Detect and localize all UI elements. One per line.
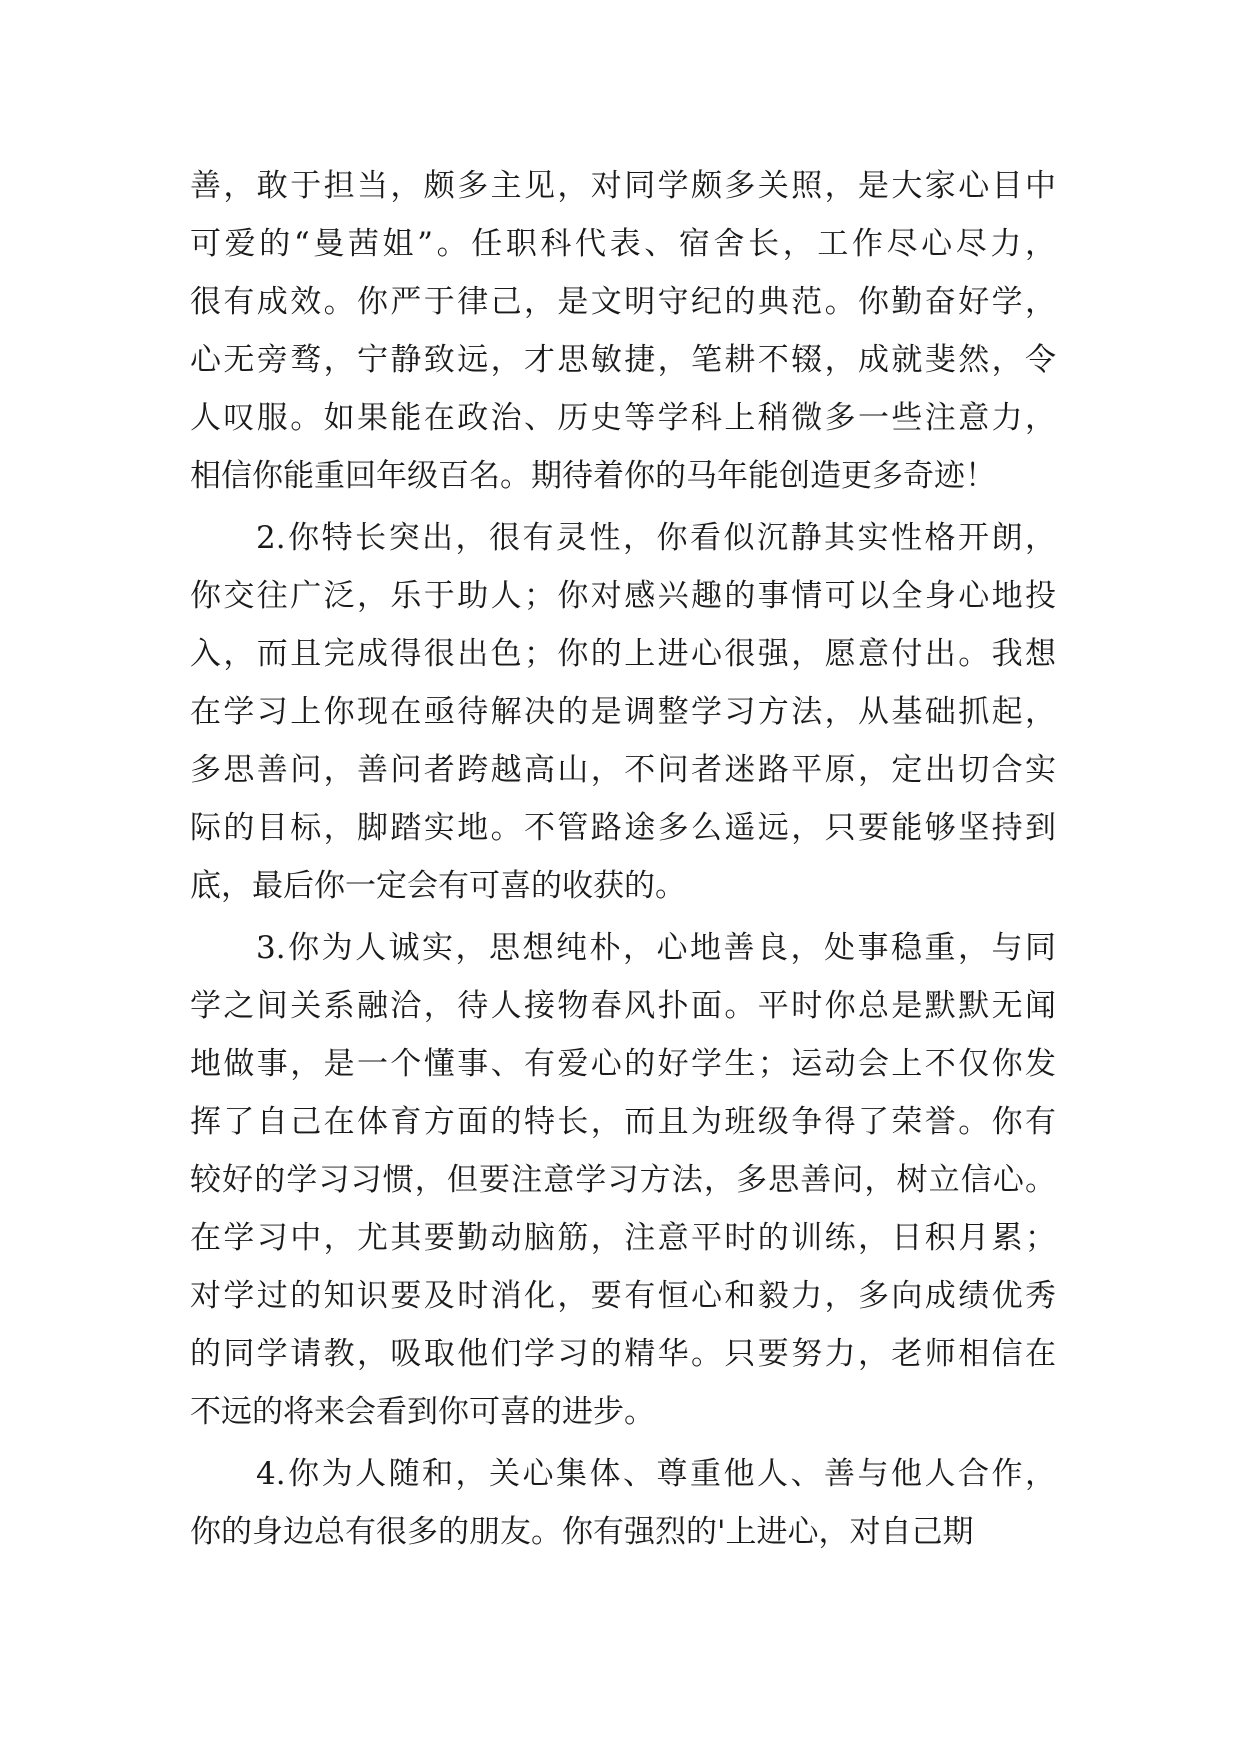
text-line: 的同学请教，吸取他们学习的精华。只要努力，老师相信在	[190, 1336, 1056, 1372]
paragraph-4-first-line: 4.你为人随和，关心集体、尊重他人、善与他人合作，	[256, 1456, 1056, 1492]
text-line: 人叹服。如果能在政治、历史等学科上稍微多一些注意力，	[190, 400, 1056, 436]
text-line: 不远的将来会看到你可喜的进步。	[190, 1394, 655, 1430]
text-line: 较好的学习习惯，但要注意学习方法，多思善问，树立信心。	[190, 1162, 1056, 1198]
text-line: 你交往广泛，乐于助人；你对感兴趣的事情可以全身心地投	[190, 578, 1056, 614]
text-line: 善，敢于担当，颇多主见，对同学颇多关照，是大家心目中	[190, 168, 1056, 204]
text-line: 心无旁骛，宁静致远，才思敏捷，笔耕不辍，成就斐然，令	[190, 342, 1056, 378]
text-line: 可爱的“曼茜姐”。任职科代表、宿舍长，工作尽心尽力，	[190, 226, 1056, 262]
text-line: 际的目标，脚踏实地。不管路途多么遥远，只要能够坚持到	[190, 810, 1056, 846]
paragraph-3-first-line: 3.你为人诚实，思想纯朴，心地善良，处事稳重，与同	[256, 930, 1056, 966]
text-line: 底，最后你一定会有可喜的收获的。	[190, 868, 686, 904]
text-line: 相信你能重回年级百名。期待着你的马年能创造更多奇迹！	[190, 458, 996, 494]
text-line: 在学习上你现在亟待解决的是调整学习方法，从基础抓起，	[190, 694, 1056, 730]
text-line: 在学习中，尤其要勤动脑筋，注意平时的训练，日积月累；	[190, 1220, 1056, 1256]
text-line: 学之间关系融洽，待人接物春风扑面。平时你总是默默无闻	[190, 988, 1056, 1024]
text-line: 很有成效。你严于律己，是文明守纪的典范。你勤奋好学，	[190, 284, 1056, 320]
paragraph-2-first-line: 2.你特长突出，很有灵性，你看似沉静其实性格开朗，	[256, 520, 1056, 556]
text-line: 你的身边总有很多的朋友。你有强烈的'上进心，对自己期	[190, 1514, 974, 1550]
text-line: 挥了自己在体育方面的特长，而且为班级争得了荣誉。你有	[190, 1104, 1056, 1140]
text-line: 地做事，是一个懂事、有爱心的好学生；运动会上不仅你发	[190, 1046, 1056, 1082]
text-line: 多思善问，善问者跨越高山，不问者迷路平原，定出切合实	[190, 752, 1056, 788]
text-line: 入，而且完成得很出色；你的上进心很强，愿意付出。我想	[190, 636, 1056, 672]
text-line: 对学过的知识要及时消化，要有恒心和毅力，多向成绩优秀	[190, 1278, 1056, 1314]
